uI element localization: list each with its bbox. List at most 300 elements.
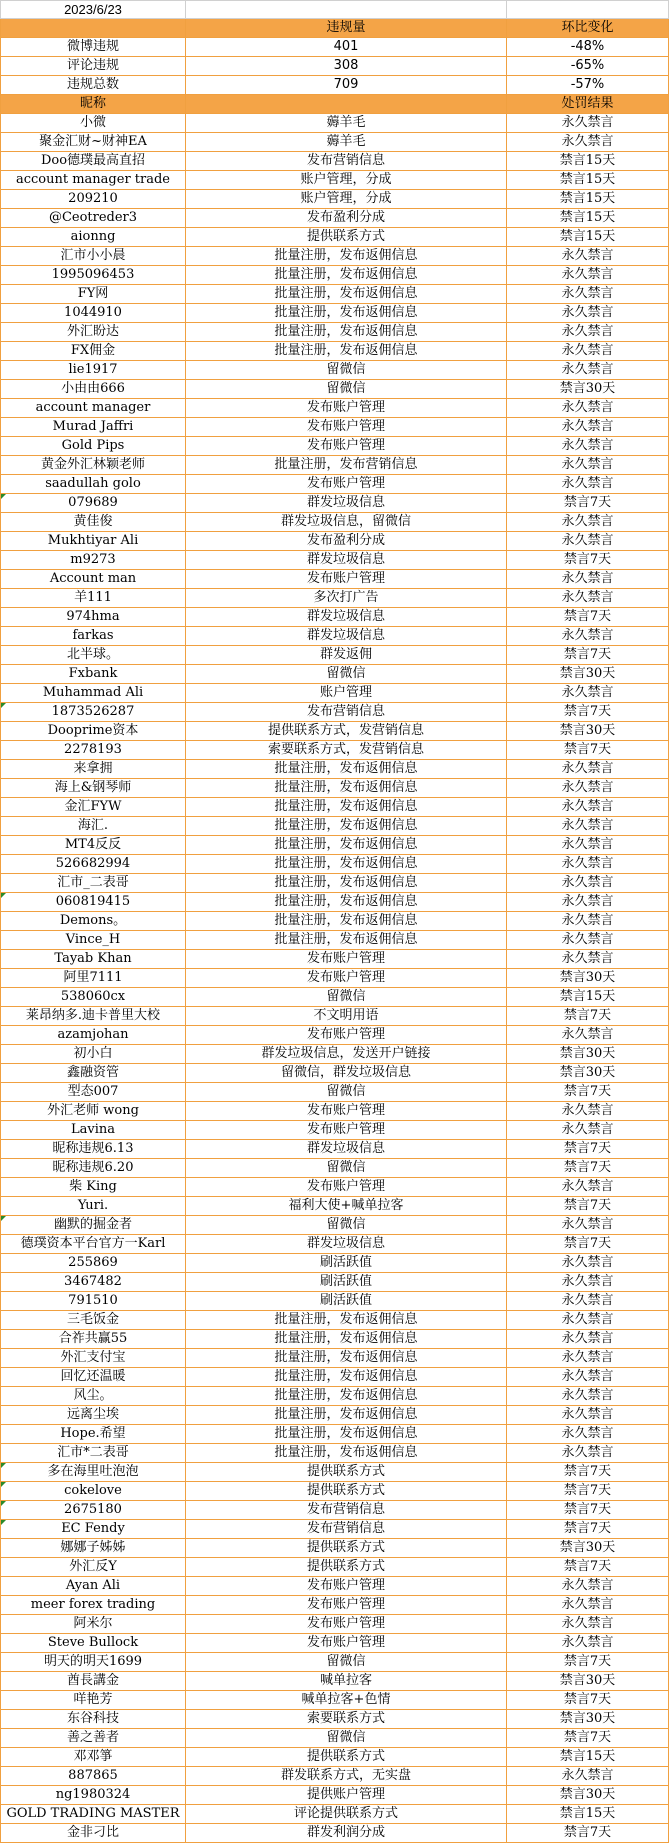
- nickname-cell[interactable]: 金汇FYW: [0, 798, 186, 817]
- reason-cell[interactable]: 批量注册，发布返佣信息: [186, 1368, 507, 1387]
- reason-cell[interactable]: 批量注册，发布返佣信息: [186, 1425, 507, 1444]
- reason-cell[interactable]: 批量注册，发布返佣信息: [186, 342, 507, 361]
- table-row: [0, 418, 669, 437]
- nickname-cell[interactable]: cokelove: [0, 1482, 186, 1501]
- nickname-cell[interactable]: 远离尘埃: [0, 1406, 186, 1425]
- reason-cell[interactable]: 提供联系方式: [186, 1558, 507, 1577]
- penalty-cell[interactable]: 永久禁言: [507, 1577, 669, 1596]
- nickname-cell[interactable]: 幽默的掘金者: [0, 1216, 186, 1235]
- nickname-cell[interactable]: 2675180: [0, 1501, 186, 1520]
- nickname-cell[interactable]: Fxbank: [0, 665, 186, 684]
- penalty-cell[interactable]: 永久禁言: [507, 912, 669, 931]
- reason-cell[interactable]: 发布账户管理: [186, 1102, 507, 1121]
- nickname-cell[interactable]: 汇市_二表哥: [0, 874, 186, 893]
- nickname-cell[interactable]: 海汇.: [0, 817, 186, 836]
- penalty-cell[interactable]: 禁言7天: [507, 608, 669, 627]
- nickname-cell[interactable]: azamjohan: [0, 1026, 186, 1045]
- penalty-cell[interactable]: 禁言7天: [507, 1463, 669, 1482]
- reason-cell[interactable]: 账户管理: [186, 684, 507, 703]
- nickname-cell[interactable]: 昵称违规6.20: [0, 1159, 186, 1178]
- nickname-cell[interactable]: 型态007: [0, 1083, 186, 1102]
- reason-cell[interactable]: 留微信: [186, 1083, 507, 1102]
- reason-cell[interactable]: 发布账户管理: [186, 399, 507, 418]
- nickname-cell[interactable]: FX佣金: [0, 342, 186, 361]
- empty-header-cell[interactable]: [0, 19, 186, 38]
- reason-cell[interactable]: 刷活跃值: [186, 1273, 507, 1292]
- nickname-cell[interactable]: 聚金汇财~财神EA: [0, 133, 186, 152]
- reason-cell[interactable]: 批量注册，发布返佣信息: [186, 855, 507, 874]
- penalty-cell[interactable]: 禁言7天: [507, 1558, 669, 1577]
- penalty-cell[interactable]: 永久禁言: [507, 1596, 669, 1615]
- penalty-cell[interactable]: 永久禁言: [507, 1330, 669, 1349]
- penalty-cell[interactable]: 禁言15天: [507, 209, 669, 228]
- reason-cell[interactable]: 发布营销信息: [186, 703, 507, 722]
- nickname-cell[interactable]: Ayan Ali: [0, 1577, 186, 1596]
- reason-cell[interactable]: 批量注册，发布返佣信息: [186, 247, 507, 266]
- nickname-cell[interactable]: aionng: [0, 228, 186, 247]
- nickname-cell[interactable]: 柴 King: [0, 1178, 186, 1197]
- penalty-cell[interactable]: 禁言7天: [507, 1197, 669, 1216]
- nickname-cell[interactable]: farkas: [0, 627, 186, 646]
- penalty-cell[interactable]: 永久禁言: [507, 1767, 669, 1786]
- reason-cell[interactable]: 批量注册，发布返佣信息: [186, 836, 507, 855]
- nickname-cell[interactable]: 莱昂纳多.迪卡普里大校: [0, 1007, 186, 1026]
- nickname-cell[interactable]: 海上&钢琴师: [0, 779, 186, 798]
- nickname-cell[interactable]: 昵称违规6.13: [0, 1140, 186, 1159]
- penalty-cell[interactable]: 永久禁言: [507, 456, 669, 475]
- nickname-cell[interactable]: 初小白: [0, 1045, 186, 1064]
- penalty-header[interactable]: 处罚结果: [507, 95, 669, 114]
- nickname-cell[interactable]: Mukhtiyar Ali: [0, 532, 186, 551]
- penalty-cell[interactable]: 禁言7天: [507, 1824, 669, 1843]
- nickname-cell[interactable]: 阿里7111: [0, 969, 186, 988]
- reason-cell[interactable]: 提供联系方式: [186, 1482, 507, 1501]
- nickname-cell[interactable]: FY网: [0, 285, 186, 304]
- reason-cell[interactable]: 群发垃圾信息: [186, 1235, 507, 1254]
- penalty-cell[interactable]: 永久禁言: [507, 133, 669, 152]
- reason-cell[interactable]: 发布营销信息: [186, 152, 507, 171]
- reason-cell[interactable]: 薅羊毛: [186, 114, 507, 133]
- reason-cell[interactable]: 不文明用语: [186, 1007, 507, 1026]
- nickname-cell[interactable]: Lavina: [0, 1121, 186, 1140]
- nickname-cell[interactable]: 黄佳俊: [0, 513, 186, 532]
- penalty-cell[interactable]: 禁言30天: [507, 1710, 669, 1729]
- nickname-cell[interactable]: m9273: [0, 551, 186, 570]
- reason-cell[interactable]: 批量注册，发布返佣信息: [186, 817, 507, 836]
- penalty-cell[interactable]: 永久禁言: [507, 779, 669, 798]
- empty-cell[interactable]: [186, 0, 507, 19]
- reason-cell[interactable]: 发布账户管理: [186, 1026, 507, 1045]
- reason-cell[interactable]: 发布账户管理: [186, 950, 507, 969]
- stat-count[interactable]: 308: [186, 57, 507, 76]
- penalty-cell[interactable]: 永久禁言: [507, 950, 669, 969]
- reason-cell[interactable]: 账户管理，分成: [186, 190, 507, 209]
- penalty-cell[interactable]: 永久禁言: [507, 304, 669, 323]
- nickname-cell[interactable]: 1873526287: [0, 703, 186, 722]
- penalty-cell[interactable]: 永久禁言: [507, 1121, 669, 1140]
- penalty-cell[interactable]: 永久禁言: [507, 475, 669, 494]
- nickname-cell[interactable]: 北半球。: [0, 646, 186, 665]
- reason-cell[interactable]: 批量注册，发布返佣信息: [186, 266, 507, 285]
- empty-cell[interactable]: [507, 0, 669, 19]
- reason-cell[interactable]: 留微信: [186, 1159, 507, 1178]
- reason-cell[interactable]: 留微信: [186, 1653, 507, 1672]
- penalty-cell[interactable]: 永久禁言: [507, 570, 669, 589]
- reason-cell[interactable]: 发布营销信息: [186, 1501, 507, 1520]
- nickname-cell[interactable]: GOLD TRADING MASTER: [0, 1805, 186, 1824]
- penalty-cell[interactable]: 永久禁言: [507, 1634, 669, 1653]
- reason-cell[interactable]: 评论提供联系方式: [186, 1805, 507, 1824]
- penalty-cell[interactable]: 永久禁言: [507, 437, 669, 456]
- penalty-cell[interactable]: 永久禁言: [507, 1102, 669, 1121]
- penalty-cell[interactable]: 禁言30天: [507, 969, 669, 988]
- nickname-cell[interactable]: 538060cx: [0, 988, 186, 1007]
- reason-cell[interactable]: 索要联系方式，发营销信息: [186, 741, 507, 760]
- reason-cell[interactable]: 发布账户管理: [186, 1634, 507, 1653]
- reason-cell[interactable]: 喊单拉客: [186, 1672, 507, 1691]
- penalty-cell[interactable]: 禁言15天: [507, 190, 669, 209]
- penalty-cell[interactable]: 永久禁言: [507, 1026, 669, 1045]
- penalty-cell[interactable]: 永久禁言: [507, 1615, 669, 1634]
- reason-cell[interactable]: 刷活跃值: [186, 1254, 507, 1273]
- table-row: [0, 1007, 669, 1026]
- reason-cell[interactable]: 发布账户管理: [186, 570, 507, 589]
- nickname-cell[interactable]: 明天的明天1699: [0, 1653, 186, 1672]
- penalty-cell[interactable]: 禁言7天: [507, 1501, 669, 1520]
- table-row: [0, 323, 669, 342]
- penalty-cell[interactable]: 永久禁言: [507, 1406, 669, 1425]
- penalty-cell[interactable]: 禁言30天: [507, 380, 669, 399]
- nickname-cell[interactable]: 善之善者: [0, 1729, 186, 1748]
- nickname-cell[interactable]: 金非刁比: [0, 1824, 186, 1843]
- reason-cell[interactable]: 群发垃圾信息: [186, 1140, 507, 1159]
- nickname-cell[interactable]: account manager: [0, 399, 186, 418]
- nickname-cell[interactable]: Account man: [0, 570, 186, 589]
- nickname-cell[interactable]: @Ceotreder3: [0, 209, 186, 228]
- nickname-cell[interactable]: 887865: [0, 1767, 186, 1786]
- penalty-cell[interactable]: 禁言15天: [507, 171, 669, 190]
- penalty-cell[interactable]: 永久禁言: [507, 1254, 669, 1273]
- nickname-cell[interactable]: Vince_H: [0, 931, 186, 950]
- reason-cell[interactable]: 批量注册，发布返佣信息: [186, 779, 507, 798]
- nickname-cell[interactable]: 邓邓箏: [0, 1748, 186, 1767]
- stat-count[interactable]: 709: [186, 76, 507, 95]
- nickname-cell[interactable]: 791510: [0, 1292, 186, 1311]
- nickname-cell[interactable]: Demons。: [0, 912, 186, 931]
- reason-cell[interactable]: 发布盈利分成: [186, 532, 507, 551]
- reason-cell[interactable]: 批量注册，发布返佣信息: [186, 323, 507, 342]
- reason-cell[interactable]: 批量注册，发布返佣信息: [186, 1349, 507, 1368]
- nickname-cell[interactable]: 209210: [0, 190, 186, 209]
- nickname-cell[interactable]: 079689: [0, 494, 186, 513]
- reason-cell[interactable]: 发布账户管理: [186, 475, 507, 494]
- reason-cell[interactable]: 群发垃圾信息: [186, 608, 507, 627]
- reason-cell[interactable]: 批量注册，发布返佣信息: [186, 798, 507, 817]
- nickname-cell[interactable]: Steve Bullock: [0, 1634, 186, 1653]
- nickname-cell[interactable]: Muhammad Ali: [0, 684, 186, 703]
- penalty-cell[interactable]: 永久禁言: [507, 361, 669, 380]
- nickname-cell[interactable]: 鑫融资管: [0, 1064, 186, 1083]
- nickname-cell[interactable]: 咩艳芳: [0, 1691, 186, 1710]
- penalty-cell[interactable]: 禁言30天: [507, 1786, 669, 1805]
- reason-cell[interactable]: 发布盈利分成: [186, 209, 507, 228]
- nickname-cell[interactable]: Murad Jaffri: [0, 418, 186, 437]
- penalty-cell[interactable]: 禁言7天: [507, 1482, 669, 1501]
- penalty-cell[interactable]: 永久禁言: [507, 1216, 669, 1235]
- penalty-cell[interactable]: 禁言7天: [507, 1691, 669, 1710]
- change-header[interactable]: 环比变化: [507, 19, 669, 38]
- stat-change[interactable]: -48%: [507, 38, 669, 57]
- reason-cell[interactable]: 群发垃圾信息，留微信: [186, 513, 507, 532]
- nickname-cell[interactable]: 526682994: [0, 855, 186, 874]
- penalty-cell[interactable]: 禁言7天: [507, 703, 669, 722]
- reason-cell[interactable]: 群发垃圾信息: [186, 551, 507, 570]
- reason-cell[interactable]: 批量注册，发布返佣信息: [186, 893, 507, 912]
- table-row: [0, 760, 669, 779]
- table-row: [0, 1748, 669, 1767]
- nickname-cell[interactable]: 娜娜子姊姊: [0, 1539, 186, 1558]
- penalty-cell[interactable]: 永久禁言: [507, 931, 669, 950]
- penalty-cell[interactable]: 永久禁言: [507, 874, 669, 893]
- penalty-cell[interactable]: 禁言30天: [507, 1539, 669, 1558]
- reason-cell[interactable]: 发布账户管理: [186, 437, 507, 456]
- nickname-cell[interactable]: 酋長講金: [0, 1672, 186, 1691]
- penalty-cell[interactable]: 永久禁言: [507, 532, 669, 551]
- nickname-cell[interactable]: 阿米尔: [0, 1615, 186, 1634]
- reason-cell[interactable]: 索要联系方式: [186, 1710, 507, 1729]
- count-header[interactable]: 违规量: [186, 19, 507, 38]
- reason-cell[interactable]: 刷活跃值: [186, 1292, 507, 1311]
- stat-change[interactable]: -57%: [507, 76, 669, 95]
- reason-cell[interactable]: 提供联系方式: [186, 1539, 507, 1558]
- reason-cell[interactable]: 留微信: [186, 1729, 507, 1748]
- reason-cell[interactable]: 发布账户管理: [186, 1121, 507, 1140]
- nickname-cell[interactable]: 060819415: [0, 893, 186, 912]
- reason-cell[interactable]: 群发垃圾信息: [186, 627, 507, 646]
- nickname-cell[interactable]: 1044910: [0, 304, 186, 323]
- nickname-cell[interactable]: Yuri.: [0, 1197, 186, 1216]
- stat-label[interactable]: 微博违规: [0, 38, 186, 57]
- reason-cell[interactable]: 发布账户管理: [186, 418, 507, 437]
- nickname-cell[interactable]: 小微: [0, 114, 186, 133]
- reason-cell[interactable]: 发布营销信息: [186, 1520, 507, 1539]
- penalty-cell[interactable]: 永久禁言: [507, 798, 669, 817]
- penalty-cell[interactable]: 禁言7天: [507, 741, 669, 760]
- reason-cell[interactable]: 薅羊毛: [186, 133, 507, 152]
- nickname-cell[interactable]: 汇市小小晨: [0, 247, 186, 266]
- penalty-cell[interactable]: 永久禁言: [507, 1387, 669, 1406]
- penalty-cell[interactable]: 永久禁言: [507, 1178, 669, 1197]
- penalty-cell[interactable]: 永久禁言: [507, 513, 669, 532]
- penalty-cell[interactable]: 永久禁言: [507, 817, 669, 836]
- penalty-cell[interactable]: 禁言15天: [507, 152, 669, 171]
- reason-cell[interactable]: 批量注册，发布返佣信息: [186, 304, 507, 323]
- reason-cell[interactable]: 福利大使+喊单拉客: [186, 1197, 507, 1216]
- penalty-cell[interactable]: 永久禁言: [507, 285, 669, 304]
- penalty-cell[interactable]: 永久禁言: [507, 684, 669, 703]
- stat-label[interactable]: 评论违规: [0, 57, 186, 76]
- penalty-cell[interactable]: 永久禁言: [507, 1444, 669, 1463]
- penalty-cell[interactable]: 禁言7天: [507, 1235, 669, 1254]
- nickname-cell[interactable]: Hope.希望: [0, 1425, 186, 1444]
- nickname-cell[interactable]: meer forex trading: [0, 1596, 186, 1615]
- penalty-cell[interactable]: 禁言15天: [507, 1748, 669, 1767]
- nickname-cell[interactable]: 风尘。: [0, 1387, 186, 1406]
- nickname-cell[interactable]: 羊111: [0, 589, 186, 608]
- nickname-cell[interactable]: 汇市*二表哥: [0, 1444, 186, 1463]
- reason-cell[interactable]: 批量注册，发布返佣信息: [186, 1311, 507, 1330]
- reason-cell[interactable]: 留微信: [186, 988, 507, 1007]
- penalty-cell[interactable]: 禁言7天: [507, 1140, 669, 1159]
- penalty-cell[interactable]: 禁言7天: [507, 1653, 669, 1672]
- penalty-cell[interactable]: 永久禁言: [507, 589, 669, 608]
- penalty-cell[interactable]: 禁言7天: [507, 1007, 669, 1026]
- nickname-cell[interactable]: 2278193: [0, 741, 186, 760]
- nickname-cell[interactable]: Tayab Khan: [0, 950, 186, 969]
- penalty-cell[interactable]: 永久禁言: [507, 1349, 669, 1368]
- reason-cell[interactable]: 留微信，群发垃圾信息: [186, 1064, 507, 1083]
- nickname-cell[interactable]: 多在海里吐泡泡: [0, 1463, 186, 1482]
- nickname-cell[interactable]: 东谷科技: [0, 1710, 186, 1729]
- reason-cell[interactable]: 提供联系方式: [186, 1748, 507, 1767]
- reason-cell[interactable]: 留微信: [186, 1216, 507, 1235]
- table-row: [0, 133, 669, 152]
- nickname-cell[interactable]: 黄金外汇林颖老师: [0, 456, 186, 475]
- penalty-cell[interactable]: 永久禁言: [507, 836, 669, 855]
- nickname-cell[interactable]: 3467482: [0, 1273, 186, 1292]
- nickname-cell[interactable]: MT4反反: [0, 836, 186, 855]
- reason-cell[interactable]: 提供联系方式，发营销信息: [186, 722, 507, 741]
- date-cell[interactable]: 2023/6/23: [0, 0, 186, 19]
- nickname-cell[interactable]: 小由由666: [0, 380, 186, 399]
- nickname-cell[interactable]: 来拿拥: [0, 760, 186, 779]
- nickname-cell[interactable]: 255869: [0, 1254, 186, 1273]
- penalty-cell[interactable]: 禁言7天: [507, 494, 669, 513]
- penalty-cell[interactable]: 永久禁言: [507, 1311, 669, 1330]
- reason-cell[interactable]: 发布账户管理: [186, 1577, 507, 1596]
- reason-cell[interactable]: 批量注册，发布返佣信息: [186, 1387, 507, 1406]
- penalty-cell[interactable]: 禁言15天: [507, 228, 669, 247]
- reason-cell[interactable]: 批量注册，发布返佣信息: [186, 1330, 507, 1349]
- reason-cell[interactable]: 多次打广告: [186, 589, 507, 608]
- penalty-cell[interactable]: 禁言7天: [507, 551, 669, 570]
- reason-cell[interactable]: 发布账户管理: [186, 1178, 507, 1197]
- reason-cell[interactable]: 发布账户管理: [186, 1615, 507, 1634]
- penalty-cell[interactable]: 禁言7天: [507, 1083, 669, 1102]
- nickname-header[interactable]: 昵称: [0, 95, 186, 114]
- reason-cell[interactable]: 提供账户管理: [186, 1786, 507, 1805]
- penalty-cell[interactable]: 永久禁言: [507, 1292, 669, 1311]
- penalty-cell[interactable]: 禁言30天: [507, 665, 669, 684]
- penalty-cell[interactable]: 禁言7天: [507, 646, 669, 665]
- penalty-cell[interactable]: 禁言7天: [507, 1159, 669, 1178]
- nickname-cell[interactable]: 回忆还温暖: [0, 1368, 186, 1387]
- penalty-cell[interactable]: 永久禁言: [507, 855, 669, 874]
- penalty-cell[interactable]: 禁言30天: [507, 1672, 669, 1691]
- nickname-cell[interactable]: 外汇支付宝: [0, 1349, 186, 1368]
- reason-cell[interactable]: 批量注册，发布返佣信息: [186, 760, 507, 779]
- nickname-cell[interactable]: account manager trade: [0, 171, 186, 190]
- nickname-cell[interactable]: ng1980324: [0, 1786, 186, 1805]
- reason-cell[interactable]: 批量注册，发布返佣信息: [186, 1444, 507, 1463]
- reason-cell[interactable]: 留微信: [186, 665, 507, 684]
- reason-cell[interactable]: 留微信: [186, 361, 507, 380]
- table-row: [0, 1368, 669, 1387]
- reason-cell[interactable]: 群发联系方式，无实盘: [186, 1767, 507, 1786]
- penalty-cell[interactable]: 永久禁言: [507, 323, 669, 342]
- penalty-cell[interactable]: 禁言7天: [507, 1729, 669, 1748]
- reason-cell[interactable]: 批量注册，发布返佣信息: [186, 874, 507, 893]
- penalty-cell[interactable]: 永久禁言: [507, 266, 669, 285]
- penalty-cell[interactable]: 禁言30天: [507, 1045, 669, 1064]
- reason-cell[interactable]: 群发垃圾信息，发送开户链接: [186, 1045, 507, 1064]
- reason-cell[interactable]: 提供联系方式: [186, 1463, 507, 1482]
- penalty-cell[interactable]: 永久禁言: [507, 1273, 669, 1292]
- reason-cell[interactable]: 批量注册，发布营销信息: [186, 456, 507, 475]
- nickname-cell[interactable]: 1995096453: [0, 266, 186, 285]
- empty-header-cell[interactable]: [186, 95, 507, 114]
- penalty-cell[interactable]: 永久禁言: [507, 399, 669, 418]
- reason-cell[interactable]: 批量注册，发布返佣信息: [186, 285, 507, 304]
- table-row: [0, 1634, 669, 1653]
- penalty-cell[interactable]: 永久禁言: [507, 627, 669, 646]
- reason-cell[interactable]: 提供联系方式: [186, 228, 507, 247]
- reason-cell[interactable]: 账户管理，分成: [186, 171, 507, 190]
- reason-cell[interactable]: 批量注册，发布返佣信息: [186, 931, 507, 950]
- nickname-cell[interactable]: Gold Pips: [0, 437, 186, 456]
- reason-cell[interactable]: 批量注册，发布返佣信息: [186, 1406, 507, 1425]
- nickname-cell[interactable]: 合祚共赢55: [0, 1330, 186, 1349]
- reason-cell[interactable]: 批量注册，发布返佣信息: [186, 912, 507, 931]
- nickname-cell[interactable]: Doo德璞最高直招: [0, 152, 186, 171]
- list-header-row: [0, 95, 669, 114]
- penalty-cell[interactable]: 禁言30天: [507, 722, 669, 741]
- nickname-cell[interactable]: 974hma: [0, 608, 186, 627]
- penalty-cell[interactable]: 永久禁言: [507, 893, 669, 912]
- penalty-cell[interactable]: 永久禁言: [507, 1368, 669, 1387]
- stat-count[interactable]: 401: [186, 38, 507, 57]
- penalty-cell[interactable]: 永久禁言: [507, 418, 669, 437]
- reason-cell[interactable]: 喊单拉客+色情: [186, 1691, 507, 1710]
- stat-label[interactable]: 违规总数: [0, 76, 186, 95]
- penalty-cell[interactable]: 永久禁言: [507, 342, 669, 361]
- nickname-cell[interactable]: 外汇老师 wong: [0, 1102, 186, 1121]
- penalty-cell[interactable]: 永久禁言: [507, 760, 669, 779]
- nickname-cell[interactable]: 外汇反Y: [0, 1558, 186, 1577]
- reason-cell[interactable]: 群发返佣: [186, 646, 507, 665]
- penalty-cell[interactable]: 禁言15天: [507, 1805, 669, 1824]
- reason-cell[interactable]: 发布账户管理: [186, 969, 507, 988]
- reason-cell[interactable]: 群发利润分成: [186, 1824, 507, 1843]
- reason-cell[interactable]: 发布账户管理: [186, 1596, 507, 1615]
- nickname-cell[interactable]: 三毛饭金: [0, 1311, 186, 1330]
- nickname-cell[interactable]: 外汇盼达: [0, 323, 186, 342]
- nickname-cell[interactable]: Dooprime资本: [0, 722, 186, 741]
- nickname-cell[interactable]: saadullah golo: [0, 475, 186, 494]
- nickname-cell[interactable]: lie1917: [0, 361, 186, 380]
- penalty-cell[interactable]: 永久禁言: [507, 1425, 669, 1444]
- nickname-cell[interactable]: EC Fendy: [0, 1520, 186, 1539]
- stat-change[interactable]: -65%: [507, 57, 669, 76]
- penalty-cell[interactable]: 永久禁言: [507, 247, 669, 266]
- penalty-cell[interactable]: 禁言15天: [507, 988, 669, 1007]
- penalty-cell[interactable]: 禁言7天: [507, 1520, 669, 1539]
- reason-cell[interactable]: 留微信: [186, 380, 507, 399]
- penalty-cell[interactable]: 永久禁言: [507, 114, 669, 133]
- penalty-cell[interactable]: 禁言30天: [507, 1064, 669, 1083]
- nickname-cell[interactable]: 德璞资本平台官方一Karl: [0, 1235, 186, 1254]
- reason-cell[interactable]: 群发垃圾信息: [186, 494, 507, 513]
